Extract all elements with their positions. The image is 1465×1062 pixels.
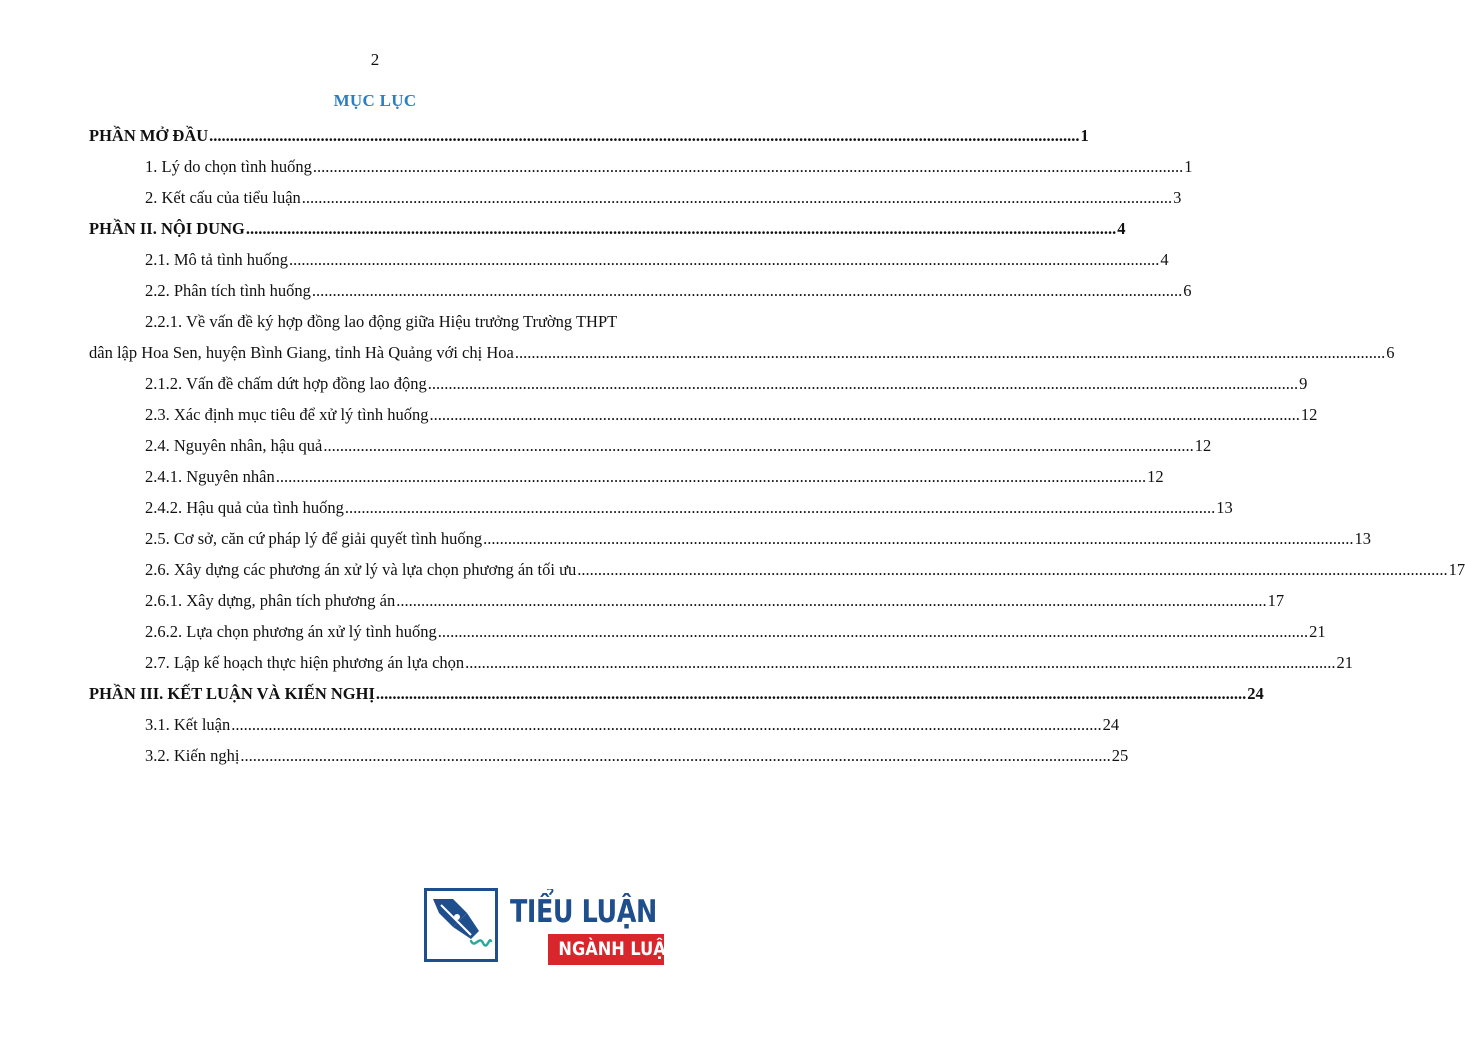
toc-leader	[483, 529, 1353, 549]
toc-leader	[312, 281, 1182, 301]
toc-entry[interactable]	[89, 521, 1371, 552]
toc-leader	[323, 436, 1193, 456]
toc-entry-page: 21	[1309, 622, 1326, 641]
toc-entry-page: 1	[1184, 157, 1193, 176]
toc-entry[interactable]	[89, 180, 1182, 211]
toc-leader	[376, 684, 1246, 704]
toc-entry[interactable]	[89, 397, 1318, 428]
toc-entry-title: 3.1. Kết luận	[145, 715, 231, 734]
toc-entry-page: 4	[1117, 219, 1126, 238]
toc-entry[interactable]	[89, 211, 1126, 242]
toc-entry-page: 24	[1247, 684, 1264, 703]
toc-entry-title: dân lập Hoa Sen, huyện Bình Giang, tỉnh Hà Quảng với chị Hoa	[89, 343, 514, 362]
toc-entry[interactable]	[89, 707, 1120, 738]
toc-entry[interactable]	[89, 583, 1285, 614]
toc-leader	[465, 653, 1335, 673]
table-of-contents	[89, 118, 1465, 769]
toc-entry-title: PHẦN II. NỘI DUNG	[89, 219, 245, 238]
pen-nib-icon	[424, 888, 498, 962]
toc-entry-title: 2. Kết cấu của tiểu luận	[145, 188, 301, 207]
toc-entry[interactable]	[89, 738, 1129, 769]
toc-title: MỤC LỤC	[333, 91, 417, 110]
toc-leader	[429, 405, 1299, 425]
toc-entry[interactable]	[89, 614, 1326, 645]
toc-entry-page: 12	[1147, 467, 1164, 486]
toc-entry-page: 9	[1299, 374, 1308, 393]
toc-entry-title: PHẦN III. KẾT LUẬN VÀ KIẾN NGHỊ	[89, 684, 375, 703]
toc-entry-page: 6	[1386, 343, 1395, 362]
toc-entry-title: 2.2.1. Về vấn đề ký hợp đồng lao động giữa Hiệu trưởng Trường THPT	[145, 312, 618, 331]
toc-entry[interactable]	[89, 242, 1169, 273]
toc-leader	[577, 560, 1447, 580]
toc-leader	[289, 250, 1159, 270]
toc-entry-page: 3	[1173, 188, 1182, 207]
toc-leader	[345, 498, 1215, 518]
toc-entry-title: 2.5. Cơ sở, căn cứ pháp lý để giải quyết tình huống	[145, 529, 483, 548]
toc-entry[interactable]	[89, 366, 1308, 397]
toc-entry-title: 2.2. Phân tích tình huống	[145, 281, 311, 300]
toc-entry-line	[89, 304, 662, 335]
toc-leader	[209, 126, 1079, 146]
page-number: 2	[370, 50, 380, 69]
toc-entry[interactable]	[89, 304, 1395, 366]
toc-leader	[302, 188, 1172, 208]
brand-logo	[424, 888, 677, 968]
toc-entry-page: 12	[1300, 405, 1318, 424]
toc-entry-page: 24	[1102, 715, 1120, 734]
toc-entry-title: 2.4.1. Nguyên nhân	[145, 467, 275, 486]
toc-entry-title: 2.6.2. Lựa chọn phương án xử lý tình huống	[145, 622, 437, 641]
toc-entry[interactable]	[89, 273, 1192, 304]
toc-entry-title: 2.6. Xây dựng các phương án xử lý và lựa chọn phương án tối ưu	[145, 560, 577, 579]
toc-entry[interactable]	[89, 459, 1164, 490]
toc-entry-title: 3.2. Kiến nghị	[145, 746, 240, 765]
toc-leader	[231, 715, 1101, 735]
toc-entry-page: 13	[1216, 498, 1233, 517]
toc-entry-title: 1. Lý do chọn tình huống	[145, 157, 312, 176]
toc-entry-title: 2.1.2. Vấn đề chấm dứt hợp đồng lao động	[145, 374, 427, 393]
toc-entry[interactable]	[89, 118, 1089, 149]
toc-leader	[396, 591, 1266, 611]
logo-text-bottom-label: NGÀNH LUẬT	[558, 938, 677, 960]
toc-entry-page: 1	[1080, 126, 1089, 145]
toc-entry-title: 2.3. Xác định mục tiêu để xử lý tình huống	[145, 405, 429, 424]
toc-entry-page: 4	[1160, 250, 1169, 269]
toc-entry-line	[89, 335, 1395, 366]
toc-leader	[240, 746, 1110, 766]
toc-entry-page: 6	[1183, 281, 1192, 300]
toc-entry-title: 2.4.2. Hậu quả của tình huống	[145, 498, 344, 517]
toc-leader	[276, 467, 1146, 487]
toc-leader	[515, 343, 1385, 363]
toc-entry[interactable]	[89, 149, 1193, 180]
toc-entry-title: 2.7. Lập kế hoạch thực hiện phương án lựa chọn	[145, 653, 465, 672]
toc-entry-title: PHẦN MỞ ĐẦU	[89, 126, 209, 145]
logo-text-top: TIỂU LUẬN	[510, 894, 657, 930]
toc-entry-title: 2.1. Mô tả tình huống	[145, 250, 288, 269]
toc-leader	[438, 622, 1308, 642]
logo-text-bottom	[548, 934, 677, 965]
toc-entry-page: 17	[1448, 560, 1465, 579]
toc-entry-page: 13	[1354, 529, 1371, 548]
toc-leader	[313, 157, 1183, 177]
toc-entry[interactable]	[89, 552, 1465, 583]
toc-entry[interactable]	[89, 676, 1264, 707]
toc-entry-page: 12	[1194, 436, 1212, 455]
toc-leader	[428, 374, 1298, 394]
toc-entry[interactable]	[89, 490, 1233, 521]
toc-entry[interactable]	[89, 428, 1212, 459]
toc-entry-page: 17	[1267, 591, 1285, 610]
toc-entry[interactable]	[89, 645, 1354, 676]
toc-entry-title: 2.4. Nguyên nhân, hậu quả	[145, 436, 323, 455]
toc-leader	[246, 219, 1116, 239]
toc-entry-page: 25	[1111, 746, 1129, 765]
toc-entry-title: 2.6.1. Xây dựng, phân tích phương án	[145, 591, 396, 610]
toc-entry-page: 21	[1336, 653, 1354, 672]
